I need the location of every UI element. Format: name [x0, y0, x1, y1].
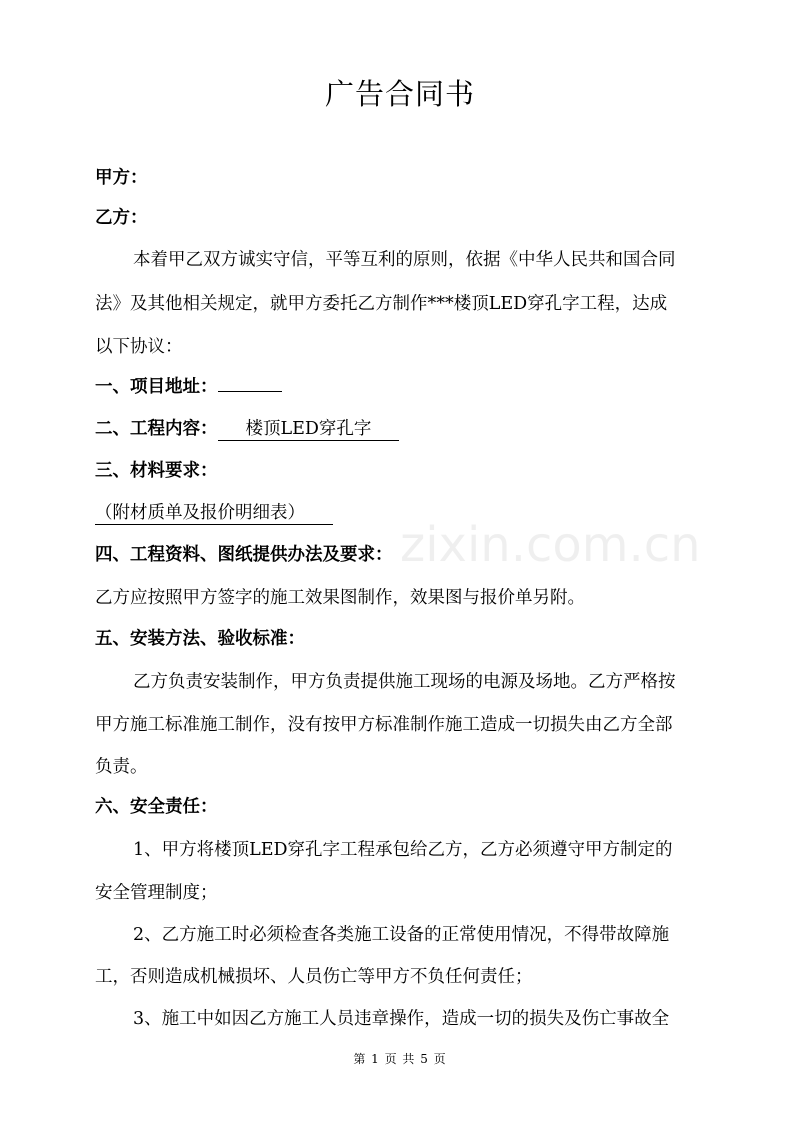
section-project-address: [95, 374, 725, 400]
drawings-text: 乙方应按照甲方签字的施工效果图制作，效果图与报价单另附。: [95, 588, 585, 608]
section-work-content: [95, 416, 725, 442]
install-line: 乙方负责安装制作，甲方负责提供施工现场的电源及场地。乙方严格按: [133, 672, 676, 692]
safety-line: 2、乙方施工时必须检查各类施工设备的正常使用情况，不得带故障施: [133, 925, 670, 945]
safety-line: 1、甲方将楼顶LED穿孔字工程承包给乙方，乙方必须遵守甲方制定的: [133, 840, 673, 860]
install-line: 甲方施工标准施工制作，没有按甲方标准制作施工造成一切损失由乙方全部: [95, 715, 673, 735]
section-label: 一、项目地址：: [95, 377, 218, 397]
install-line: 负责。: [95, 757, 148, 777]
section-material-label: 三、材料要求：: [95, 461, 218, 481]
section-drawings-label: 四、工程资料、图纸提供办法及要求：: [95, 545, 393, 565]
intro-line: 以下协议：: [95, 337, 183, 357]
watermark: zixin.com.cn: [400, 517, 701, 573]
party-a-label: 甲方：: [95, 168, 148, 188]
work-content-value: 楼顶LED穿孔字: [218, 418, 400, 441]
material-note: [95, 500, 725, 526]
material-note-text: （附材质单及报价明细表）: [95, 502, 333, 525]
section-label: 二、工程内容：: [95, 419, 218, 439]
safety-line: 工，否则造成机械损坏、人员伤亡等甲方不负任何责任；: [95, 967, 533, 987]
intro-line: 法》及其他相关规定，就甲方委托乙方制作***楼顶LED穿孔字工程，达成: [95, 294, 668, 314]
safety-line: 3、施工中如因乙方施工人员违章操作，造成一切的损失及伤亡事故全: [133, 1009, 670, 1029]
document-title: 广告合同书: [324, 77, 475, 111]
party-b-label: 乙方：: [95, 208, 148, 228]
page-footer: 第 1 页 共 5 页: [353, 1052, 447, 1066]
section-safety-label: 六、安全责任：: [95, 797, 218, 817]
section-install-label: 五、安装方法、验收标准：: [95, 629, 305, 649]
address-blank: [218, 391, 282, 392]
safety-line: 安全管理制度；: [95, 883, 218, 903]
intro-line: 本着甲乙双方诚实守信，平等互利的原则，依据《中华人民共和国合同: [133, 250, 676, 270]
